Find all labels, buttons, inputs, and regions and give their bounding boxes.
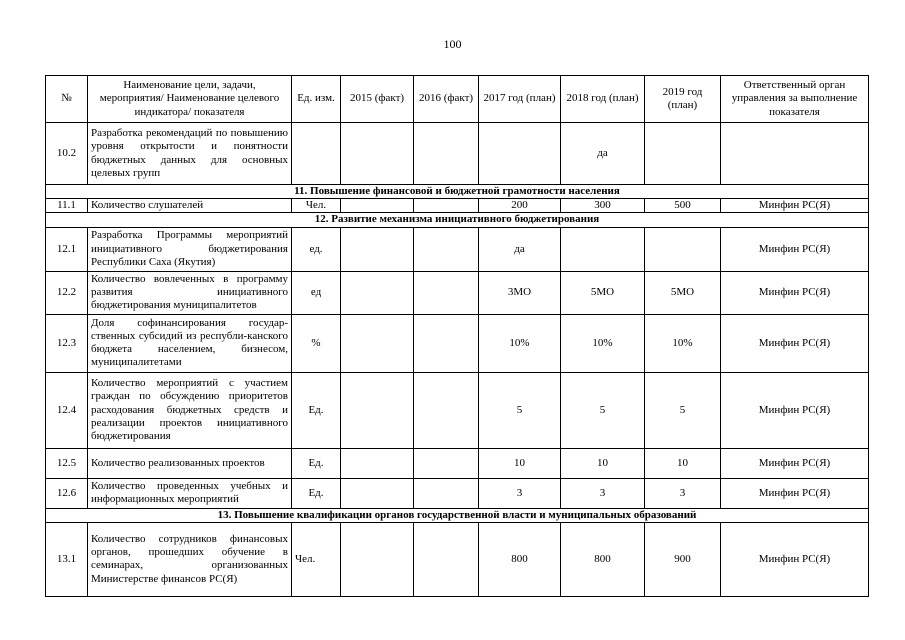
row-unit: ед. (292, 227, 341, 271)
row-2016 (414, 478, 479, 508)
row-name: Разработка Программы мероприятий инициативного бюджетирования Республики Саха (Якутия) (88, 227, 292, 271)
row-2018: 10% (561, 314, 645, 372)
row-2019 (645, 227, 721, 271)
row-responsible: Минфин РС(Я) (721, 199, 869, 213)
row-num: 11.1 (46, 199, 88, 213)
row-unit: Ед. (292, 448, 341, 478)
header-2019: 2019 год (план) (645, 76, 721, 123)
row-name: Количество мероприятий с участием граждан по обсуждению приоритетов расходования бюджетных средств и реализации проектов инициативного бюджетирования (88, 372, 292, 448)
row-responsible: Минфин РС(Я) (721, 271, 869, 314)
row-2015 (341, 314, 414, 372)
row-2017: 10 (479, 448, 561, 478)
row-2016 (414, 199, 479, 213)
row-num: 12.1 (46, 227, 88, 271)
table-row (46, 123, 869, 185)
row-name: Количество сотрудников финансовых органов, прошедших обучение в семинарах, организованных Министерстве финансов РС(Я) (88, 522, 292, 596)
row-2019: 5МО (645, 271, 721, 314)
row-2019: 3 (645, 478, 721, 508)
header-2017: 2017 год (план) (479, 76, 561, 123)
row-2019: 500 (645, 199, 721, 213)
table-row (46, 372, 869, 448)
row-2018: 3 (561, 478, 645, 508)
row-2018: 5МО (561, 271, 645, 314)
table-row (46, 522, 869, 596)
row-num: 10.2 (46, 123, 88, 185)
section-title: 11. Повышение финансовой и бюджетной грамотности населения (46, 185, 869, 199)
row-responsible: Минфин РС(Я) (721, 522, 869, 596)
section-row (46, 213, 869, 227)
row-2015 (341, 448, 414, 478)
row-2018: да (561, 123, 645, 185)
page-number: 100 (443, 37, 462, 51)
row-name: Количество вовлеченных в программу развития инициативного бюджетирования муниципалитетов (88, 271, 292, 314)
row-num: 13.1 (46, 522, 88, 596)
row-2015 (341, 372, 414, 448)
row-2016 (414, 372, 479, 448)
row-2017 (479, 123, 561, 185)
table-row (46, 271, 869, 314)
row-unit: Ед. (292, 478, 341, 508)
row-2015 (341, 478, 414, 508)
table-row (46, 448, 869, 478)
row-2016 (414, 271, 479, 314)
row-2019: 10 (645, 448, 721, 478)
row-responsible: Минфин РС(Я) (721, 372, 869, 448)
row-2017: 10% (479, 314, 561, 372)
row-unit: Чел. (292, 199, 341, 213)
row-name: Количество проведенных учебных и информационных мероприятий (88, 478, 292, 508)
row-unit: % (292, 314, 341, 372)
row-2019 (645, 123, 721, 185)
row-name: Разработка рекомендаций по повышению уровня открытости и понятности бюджетных данных для основных целевых групп (88, 123, 292, 185)
row-num: 12.6 (46, 478, 88, 508)
row-2017: 3 (479, 478, 561, 508)
section-title: 12. Развитие механизма инициативного бюджетирования (46, 213, 869, 227)
row-unit: Чел. (292, 522, 341, 596)
row-2015 (341, 227, 414, 271)
row-responsible: Минфин РС(Я) (721, 478, 869, 508)
row-2015 (341, 123, 414, 185)
header-name: Наименование цели, задачи, мероприятия/ Наименование целевого индикатора/ показателя (88, 76, 292, 123)
row-num: 12.2 (46, 271, 88, 314)
row-2015 (341, 271, 414, 314)
row-2018: 10 (561, 448, 645, 478)
header-responsible: Ответственный орган управления за выполнение показателя (721, 76, 869, 123)
header-2015: 2015 (факт) (341, 76, 414, 123)
row-2018: 5 (561, 372, 645, 448)
table-row (46, 314, 869, 372)
row-2017: 5 (479, 372, 561, 448)
row-name: Доля софинансирования государ-ственных субсидий из республи-канского бюджета населением, бизнесом, муниципалитетами (88, 314, 292, 372)
row-2015 (341, 199, 414, 213)
row-2016 (414, 227, 479, 271)
row-num: 12.4 (46, 372, 88, 448)
row-2016 (414, 314, 479, 372)
row-2018 (561, 227, 645, 271)
row-2019: 900 (645, 522, 721, 596)
row-2018: 800 (561, 522, 645, 596)
row-responsible: Минфин РС(Я) (721, 227, 869, 271)
row-num: 12.5 (46, 448, 88, 478)
row-2016 (414, 522, 479, 596)
row-2019: 10% (645, 314, 721, 372)
row-responsible: Минфин РС(Я) (721, 314, 869, 372)
row-2017: 800 (479, 522, 561, 596)
row-2016 (414, 123, 479, 185)
row-2016 (414, 448, 479, 478)
header-num: № (46, 76, 88, 123)
row-2017: да (479, 227, 561, 271)
row-name: Количество слушателей (88, 199, 292, 213)
table-row (46, 478, 869, 508)
row-responsible (721, 123, 869, 185)
header-2018: 2018 год (план) (561, 76, 645, 123)
row-unit (292, 123, 341, 185)
row-2015 (341, 522, 414, 596)
table-row (46, 199, 869, 213)
row-2017: 200 (479, 199, 561, 213)
indicators-table (45, 75, 869, 597)
row-2019: 5 (645, 372, 721, 448)
row-2017: 3МО (479, 271, 561, 314)
row-2018: 300 (561, 199, 645, 213)
table-row (46, 227, 869, 271)
row-responsible: Минфин РС(Я) (721, 448, 869, 478)
section-title: 13. Повышение квалификации органов государственной власти и муниципальных образований (46, 508, 869, 522)
table-header-row (46, 76, 869, 123)
section-row (46, 185, 869, 199)
row-num: 12.3 (46, 314, 88, 372)
row-unit: ед (292, 271, 341, 314)
header-unit: Ед. изм. (292, 76, 341, 123)
header-2016: 2016 (факт) (414, 76, 479, 123)
row-unit: Ед. (292, 372, 341, 448)
row-name: Количество реализованных проектов (88, 448, 292, 478)
section-row (46, 508, 869, 522)
